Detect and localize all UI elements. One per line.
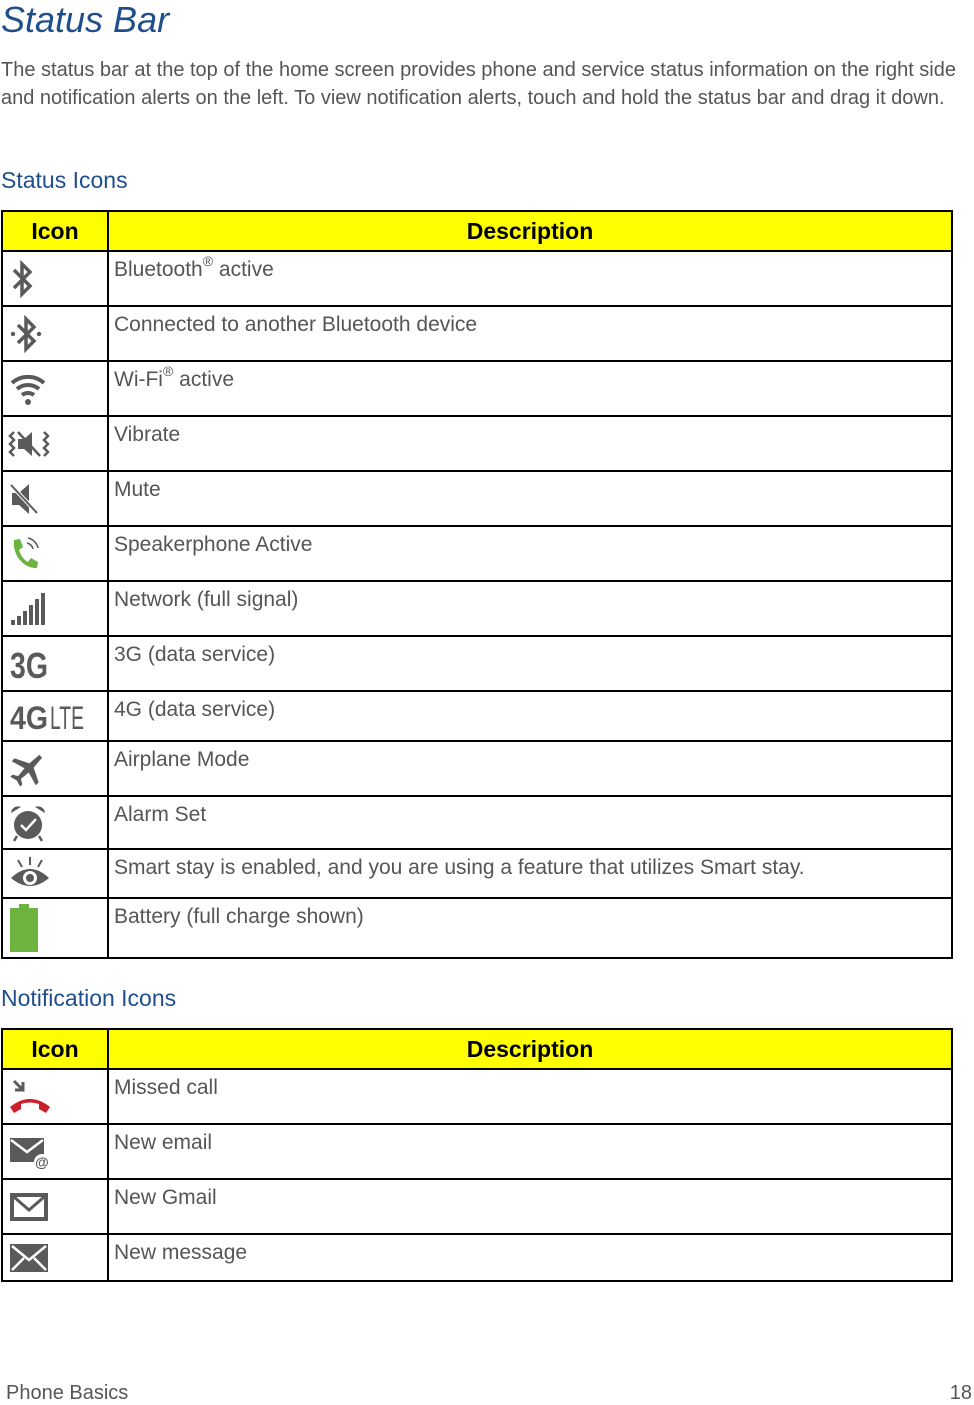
table-row [2,416,952,471]
row-description: Missed call [114,1076,218,1099]
notification-icons-table [1,1028,953,1282]
row-description: New Gmail [114,1186,217,1209]
row-description: Connected to another Bluetooth device [114,313,478,336]
row-description: Smart stay is enabled, and you are using a feature that utilizes Smart stay. [114,856,805,879]
table-row [2,306,952,361]
table-row [2,741,952,796]
table-row [2,796,952,849]
table-header-row [2,1029,952,1069]
network-signal-icon [8,589,48,629]
table-row [2,1124,952,1179]
registered-mark: ® [202,253,214,269]
table-row [2,1069,952,1124]
table-row [2,849,952,898]
icon-column-header: Icon [2,1029,108,1069]
svg-text:@: @ [35,1153,49,1170]
registered-mark: ® [162,363,174,379]
3g-icon [8,644,52,684]
status-icons-table [1,210,953,959]
row-description: Mute [114,478,161,501]
table-row [2,1234,952,1281]
footer-section-name: Phone Basics [6,1382,129,1404]
table-row [2,636,952,691]
table-row [2,581,952,636]
row-description: Vibrate [114,423,181,446]
table-header-row [2,211,952,251]
row-description: 4G (data service) [114,698,276,721]
row-description: 3G (data service) [114,643,276,666]
row-description-suffix: active [173,368,235,391]
row-description: Speakerphone Active [114,533,313,556]
table-row [2,361,952,416]
intro-paragraph: The status bar at the top of the home screen provides phone and service status information on the right side and notification alerts on the left. To view notification alerts, touch and hold the status bar and drag it down. [1,59,956,109]
bluetooth-icon [8,259,38,299]
table-row [2,1179,952,1234]
lte-label: LTE [50,700,84,736]
description-column-header: Description [108,1029,952,1069]
table-row [2,251,952,306]
table-row [2,526,952,581]
3g-label: 3G [10,644,48,686]
row-description: Battery (full charge shown) [114,905,364,928]
status-icons-heading: Status Icons [1,167,128,193]
row-description: New email [114,1131,213,1154]
wifi-icon [8,369,48,409]
battery-full-icon [8,902,42,954]
alarm-icon [8,803,48,843]
row-description: Wi-Fi [114,368,163,391]
smart-stay-eye-icon [8,854,52,894]
new-gmail-icon [8,1187,52,1227]
row-description-suffix: active [213,258,274,281]
footer-page-number: 18 [949,1382,972,1404]
new-message-icon [8,1238,52,1278]
description-column-header: Description [108,211,952,251]
mute-icon [8,479,42,519]
table-row [2,471,952,526]
bluetooth-connected-icon [8,314,44,354]
row-description: Airplane Mode [114,748,250,771]
table-row [2,898,952,958]
row-description: Alarm Set [114,803,207,826]
row-description: Bluetooth [114,258,203,281]
page-title: Status Bar [1,0,170,40]
4g-label: 4G [10,700,48,736]
table-row [2,691,952,741]
airplane-icon [8,749,48,789]
speakerphone-icon [8,534,42,574]
4g-lte-icon [8,698,88,734]
row-description: Network (full signal) [114,588,299,611]
row-description: New message [114,1241,248,1264]
icon-column-header: Icon [2,211,108,251]
new-email-icon [8,1132,52,1172]
missed-call-icon [8,1077,52,1117]
vibrate-icon [8,424,50,464]
notification-icons-heading: Notification Icons [1,985,177,1011]
